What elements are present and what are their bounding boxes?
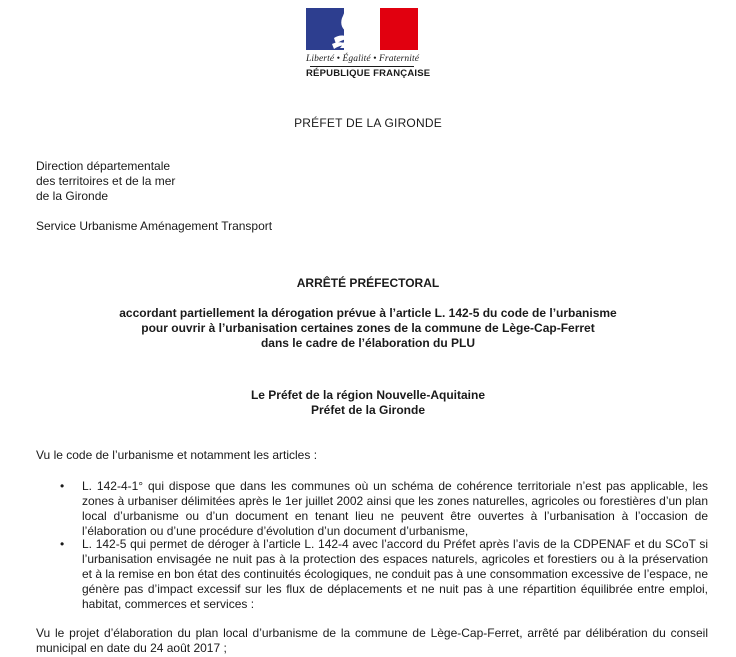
arrete-subject xyxy=(0,306,736,351)
republique-francaise-logo xyxy=(306,8,431,79)
direction-line: Direction départementale xyxy=(36,159,171,173)
bullet: • xyxy=(60,479,65,493)
vu-projet: Vu le projet d’élaboration du plan local d’urbanisme de la commune de Lège-Cap-Ferret, arrêté par délibération du conseil municipal en date du 24 août 2017 ; xyxy=(36,626,708,655)
direction-block xyxy=(36,159,175,204)
tricolor-flag-icon xyxy=(306,8,418,50)
direction-line: de la Gironde xyxy=(36,189,109,203)
authority-line: Le Préfet de la région Nouvelle-Aquitaine xyxy=(250,388,486,402)
arrete-title: ARRÊTÉ PRÉFECTORAL xyxy=(296,276,440,290)
motto: Liberté • Égalité • Fraternité xyxy=(306,54,420,64)
service-name: Service Urbanisme Aménagement Transport xyxy=(36,219,273,233)
marianne-profile-icon xyxy=(332,8,384,50)
logo-divider xyxy=(310,66,414,67)
republique-francaise-label: RÉPUBLIQUE FRANÇAISE xyxy=(306,68,431,79)
subject-line: pour ouvrir à l’urbanisation certaines zones de la commune de Lège-Cap-Ferret xyxy=(141,321,595,335)
authority-line: Préfet de la Gironde xyxy=(310,403,426,417)
prefet-heading: PRÉFET DE LA GIRONDE xyxy=(294,116,442,130)
subject-line: accordant partiellement la dérogation prévue à l’article L. 142-5 du code de l’urbanisme xyxy=(119,306,617,320)
article-l142-5-text: L. 142-5 qui permet de déroger à l’article L. 142-4 avec l’accord du Préfet après l’avis de la CDPENAF et du SCoT si l’urbanisation envisagée ne nuit pas à la protection des espaces naturels, agricoles et forestiers ou à la préservation et à la remise en bon état des continuités écologiques, ne conduit pas à une consommation excessive de l’espace, ne génère pas d’impact excessif sur les flux de déplacements et ne nuit pas à une répartition équilibrée entre emploi, habitat, commerces et services : xyxy=(82,537,708,611)
bullet: • xyxy=(60,537,65,551)
subject-line: dans le cadre de l’élaboration du PLU xyxy=(260,336,476,350)
authority-block xyxy=(0,388,736,418)
vu-intro: Vu le code de l’urbanisme et notamment les articles : xyxy=(36,448,318,462)
article-l142-4-text: L. 142-4-1° qui dispose que dans les communes où un schéma de cohérence territoriale n’est pas applicable, les zones à urbaniser délimitées après le 1er juillet 2002 ainsi que les zones naturelles, agricoles ou forestières d’un plan local d’urbanisme ou d’un document en tenant lieu ne peuvent être ouvertes à l’urbanisation à l’occasion de l’élaboration ou d’une procédure d’évolution d’un document d’urbanisme, xyxy=(82,479,708,538)
direction-line: des territoires et de la mer xyxy=(36,174,176,188)
